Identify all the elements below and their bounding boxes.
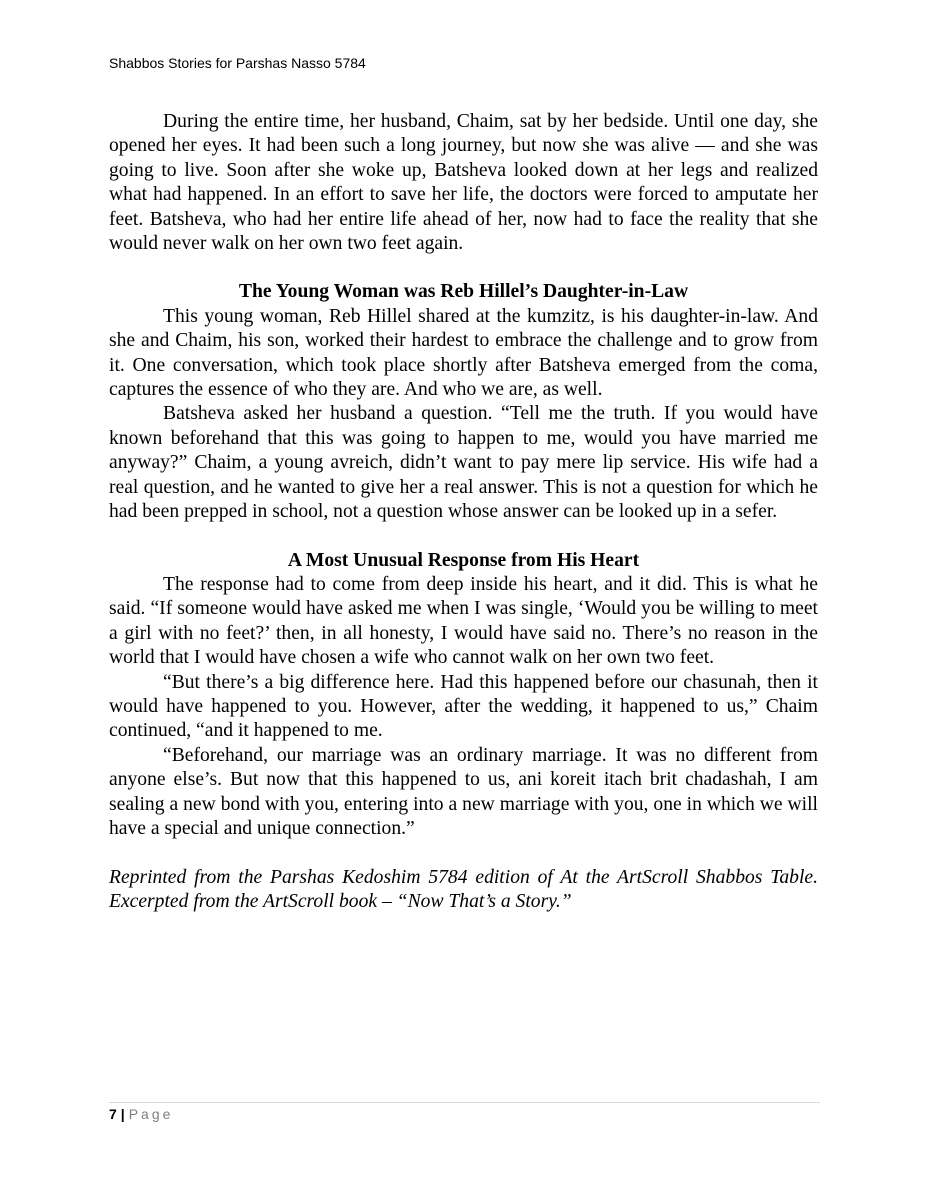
- reprint-credit: Reprinted from the Parshas Kedoshim 5784 edition of At the ArtScroll Shabbos Table. Excerpted from the ArtScroll book – “Now That’s a Story.”: [109, 866, 818, 913]
- footer-separator: |: [120, 1106, 125, 1122]
- paragraph: The response had to come from deep inside his heart, and it did. This is what he said. “If someone would have asked me when I was single, ‘Would you be willing to meet a girl with no feet?’ then, in all honesty, I would have said no. There’s no reason in the world that I would have chosen a wife who cannot walk on her own two feet.: [109, 573, 818, 669]
- paragraph: During the entire time, her husband, Chaim, sat by her bedside. Until one day, she opened her eyes. It had been such a long journey, but now she was alive — and she was going to live. Soon after she woke up, Batsheva looked down at her legs and realized what had happened. In an effort to save her life, the doctors were forced to amputate her feet. Batsheva, who had her entire life ahead of her, now had to face the reality that she would never walk on her own two feet again.: [109, 111, 818, 255]
- section-heading: A Most Unusual Response from His Heart: [287, 549, 640, 571]
- page-header: Shabbos Stories for Parshas Nasso 5784: [109, 55, 366, 71]
- page-number: 7: [109, 1106, 117, 1122]
- paragraph: Batsheva asked her husband a question. “Tell me the truth. If you would have known beforehand that this was going to happen to me, would you have married me anyway?” Chaim, a young avreich, didn’t want to pay mere lip service. His wife had a real question, and he wanted to give her a real answer. This is not a question for which he had been prepped in school, not a question whose answer can be looked up in a sefer.: [109, 403, 818, 523]
- paragraph: This young woman, Reb Hillel shared at the kumzitz, is his daughter-in-law. And she and Chaim, his son, worked their hardest to embrace the challenge and to grow from it. One conversation, which took place shortly after Batsheva emerged from the coma, captures the essence of who they are. And who we are, as well.: [109, 305, 818, 401]
- page-footer: [109, 1106, 173, 1122]
- footer-divider: [109, 1102, 820, 1103]
- section-heading: The Young Woman was Reb Hillel’s Daughter-in-Law: [238, 281, 689, 303]
- paragraph: “Beforehand, our marriage was an ordinary marriage. It was no different from anyone else’s. But now that this happened to us, ani koreit itach brit chadashah, I am sealing a new bond with you, entering into a new marriage with you, one in which we will have a special and unique connection.”: [109, 744, 818, 839]
- paragraph: “But there’s a big difference here. Had this happened before our chasunah, then it would have happened to you. However, after the wedding, it happened to us,” Chaim continued, “and it happened to me.: [109, 671, 818, 742]
- article-body: [109, 110, 818, 915]
- page-label: Page: [128, 1106, 174, 1122]
